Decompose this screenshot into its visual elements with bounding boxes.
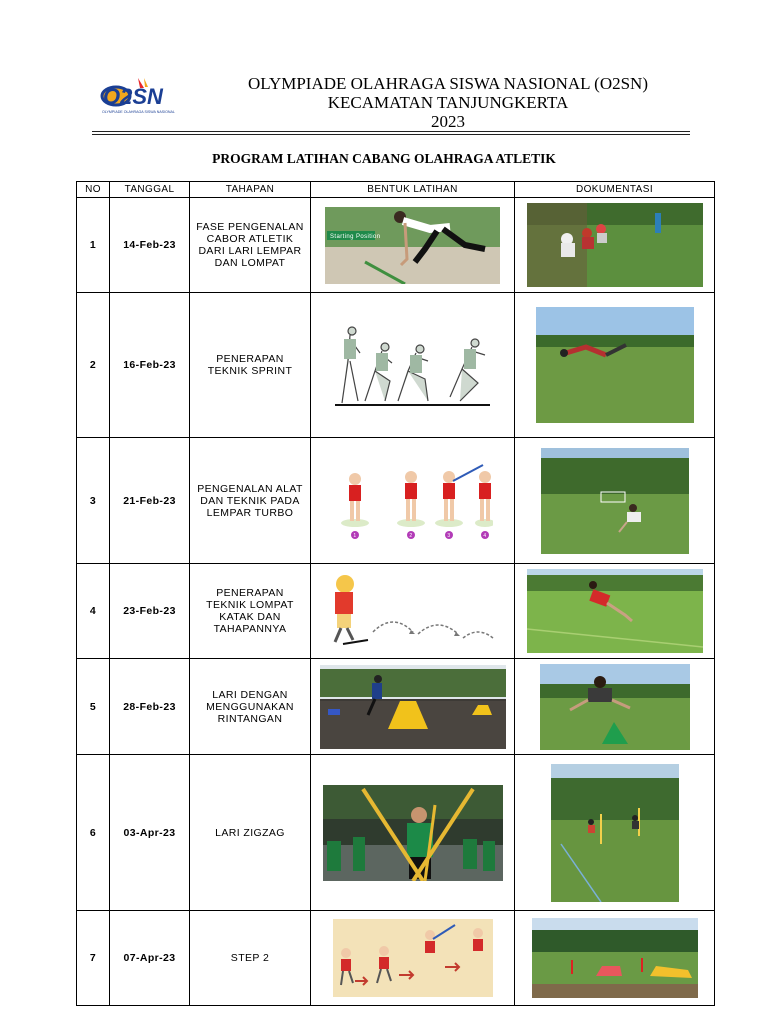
- program-title: PROGRAM LATIHAN CABANG OLAHRAGA ATLETIK: [212, 151, 556, 166]
- table-row: [77, 564, 715, 659]
- row-number: 2: [77, 293, 110, 438]
- training-photo: [541, 448, 689, 554]
- step-number: 2: [408, 532, 413, 539]
- table-row: [77, 438, 715, 564]
- docs-cell: [515, 198, 715, 293]
- header-divider-thin: [92, 134, 690, 135]
- form-cell: [311, 564, 515, 659]
- row-date: 21-Feb-23: [110, 438, 190, 564]
- starting-position-photo: [325, 207, 500, 284]
- logo-subtext: OLYMPIADE OLAHRAGA SISWA NASIONAL: [102, 110, 175, 114]
- col-header-date: TANGGAL: [110, 182, 190, 198]
- logo-text: O2SN: [103, 84, 163, 109]
- step-number: 4: [482, 532, 487, 539]
- header-title-line1: OLYMPIADE OLAHRAGA SISWA NASIONAL (O2SN): [247, 74, 648, 93]
- row-number: 5: [77, 659, 110, 755]
- photo-caption: Starting Position: [330, 233, 381, 240]
- row-date: 03-Apr-23: [110, 755, 190, 911]
- table-row: [77, 293, 715, 438]
- row-number: 3: [77, 438, 110, 564]
- row-date: 07-Apr-23: [110, 911, 190, 1006]
- row-number: 4: [77, 564, 110, 659]
- zigzag-run-photo: [323, 785, 503, 881]
- docs-cell: [515, 438, 715, 564]
- training-table: [76, 181, 715, 1006]
- form-cell: [311, 755, 515, 911]
- row-date: 28-Feb-23: [110, 659, 190, 755]
- table-row: [77, 911, 715, 1006]
- form-cell: [311, 659, 515, 755]
- form-cell: [311, 198, 515, 293]
- docs-cell: [515, 911, 715, 1006]
- table-header-row: [77, 182, 715, 198]
- form-cell: [311, 911, 515, 1006]
- table-row: [77, 659, 715, 755]
- docs-cell: [515, 659, 715, 755]
- training-photo: [551, 764, 679, 902]
- docs-cell: [515, 564, 715, 659]
- row-number: 1: [77, 198, 110, 293]
- training-photo: [536, 307, 694, 423]
- col-header-no: NO: [77, 182, 110, 198]
- training-photo: [532, 918, 698, 998]
- row-date: 14-Feb-23: [110, 198, 190, 293]
- header-divider: [92, 131, 690, 132]
- sprint-technique-illustration: [330, 321, 495, 409]
- col-header-form: BENTUK LATIHAN: [311, 182, 515, 198]
- col-header-stage: TAHAPAN: [190, 182, 311, 198]
- docs-cell: [515, 755, 715, 911]
- step-drill-illustration: [333, 919, 493, 997]
- row-stage: LARI ZIGZAG: [190, 755, 311, 911]
- training-photo: [540, 664, 690, 750]
- row-date: 16-Feb-23: [110, 293, 190, 438]
- row-stage: PENGENALAN ALAT DAN TEKNIK PADA LEMPAR TURBO: [190, 438, 311, 564]
- row-stage: LARI DENGAN MENGGUNAKAN RINTANGAN: [190, 659, 311, 755]
- step-number: 3: [446, 532, 451, 539]
- frog-jump-illustration: [323, 572, 503, 650]
- step-number: 1: [352, 532, 357, 539]
- header-title-line3: 2023: [431, 112, 465, 131]
- row-number: 7: [77, 911, 110, 1006]
- turbo-throw-illustration: [333, 461, 493, 541]
- form-cell: [311, 438, 515, 564]
- row-stage: PENERAPAN TEKNIK SPRINT: [190, 293, 311, 438]
- hurdle-run-photo: [320, 665, 506, 749]
- row-stage: PENERAPAN TEKNIK LOMPAT KATAK DAN TAHAPANNYA: [190, 564, 311, 659]
- row-number: 6: [77, 755, 110, 911]
- table-row: [77, 198, 715, 293]
- docs-cell: [515, 293, 715, 438]
- col-header-docs: DOKUMENTASI: [515, 182, 715, 198]
- form-cell: [311, 293, 515, 438]
- row-date: 23-Feb-23: [110, 564, 190, 659]
- table-row: [77, 755, 715, 911]
- training-photo: [527, 569, 703, 653]
- training-photo: [527, 203, 703, 287]
- row-stage: STEP 2: [190, 911, 311, 1006]
- header-title-line2: KECAMATAN TANJUNGKERTA: [327, 93, 569, 112]
- row-stage: FASE PENGENALAN CABOR ATLETIK DARI LARI LEMPAR DAN LOMPAT: [190, 198, 311, 293]
